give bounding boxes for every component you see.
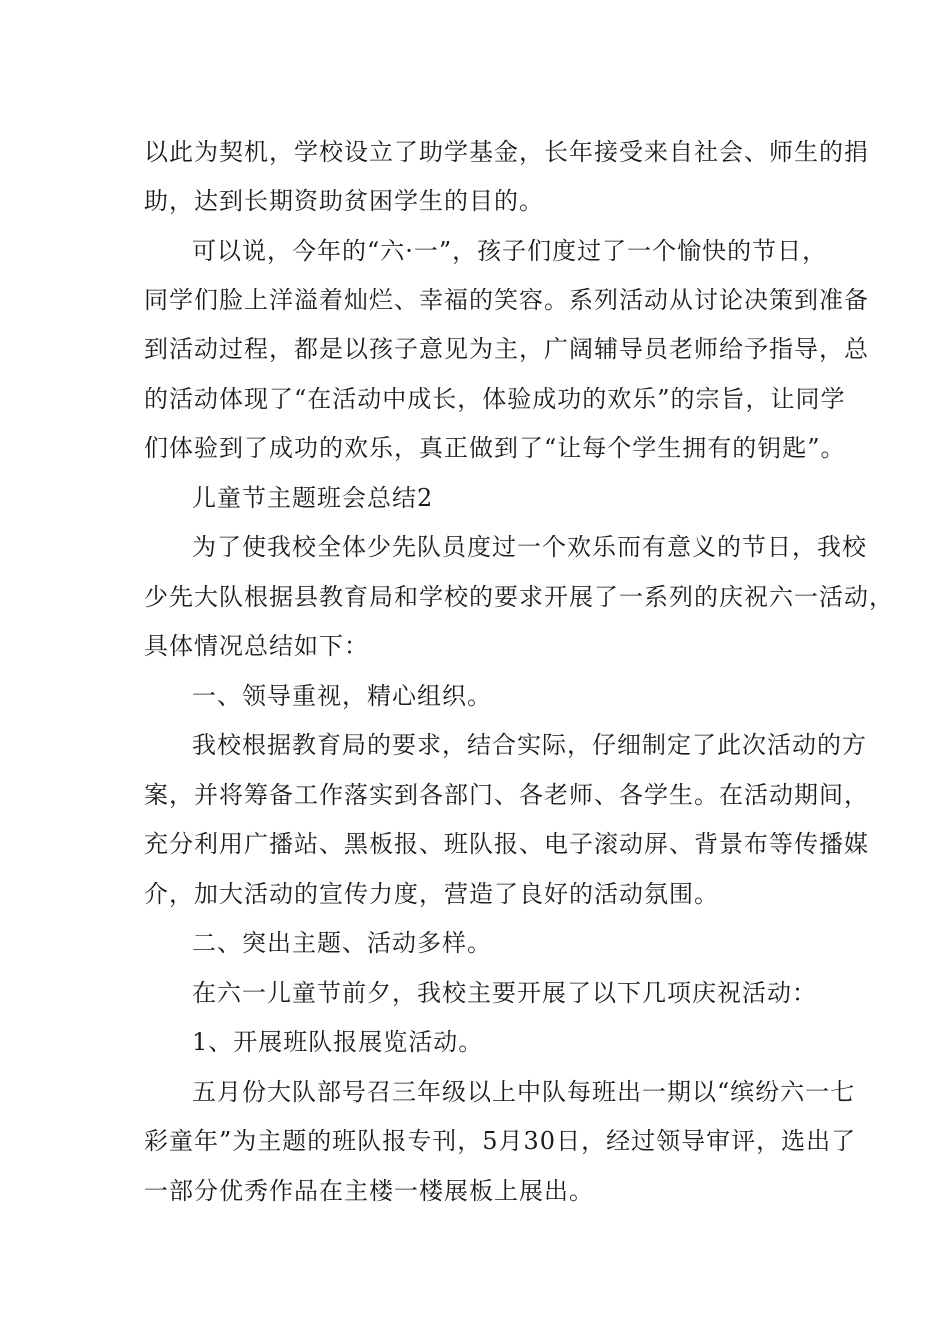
text-line: 彩童年”为主题的班队报专刊，5月30日，经过领导审评，选出了 xyxy=(144,1127,857,1155)
text-line: 一部分优秀作品在主楼一楼展板上展出。 xyxy=(144,1177,594,1205)
text-line: 介，加大活动的宣传力度，营造了良好的活动氛围。 xyxy=(144,880,719,908)
text-line: 在六一儿童节前夕，我校主要开展了以下几项庆祝活动： xyxy=(192,979,817,1007)
text-line: 可以说，今年的“六·一”，孩子们度过了一个愉快的节日， xyxy=(192,237,828,265)
text-line: 充分利用广播站、黑板报、班队报、电子滚动屏、背景布等传播媒 xyxy=(144,830,869,858)
text-line: 具体情况总结如下： xyxy=(144,632,369,660)
text-line: 我校根据教育局的要求，结合实际，仔细制定了此次活动的方 xyxy=(192,731,867,759)
text-line: 五月份大队部号召三年级以上中队每班出一期以“缤纷六一七 xyxy=(192,1078,856,1106)
text-line: 的活动体现了“在活动中成长，体验成功的欢乐”的宗旨，让同学 xyxy=(144,385,846,413)
text-line: 以此为契机，学校设立了助学基金，长年接受来自社会、师生的捐 xyxy=(144,138,869,166)
subheading: 一、领导重视，精心组织。 xyxy=(192,682,492,710)
text-line: 们体验到了成功的欢乐，真正做到了“让每个学生拥有的钥匙”。 xyxy=(144,434,846,462)
text-line: 助，达到长期资助贫困学生的目的。 xyxy=(144,187,544,215)
section-heading: 儿童节主题班会总结2 xyxy=(192,484,434,512)
text-line: 为了使我校全体少先队员度过一个欢乐而有意义的节日，我校 xyxy=(192,533,867,561)
text-line: 案，并将筹备工作落实到各部门、各老师、各学生。在活动期间， xyxy=(144,781,869,809)
subheading: 1、开展班队报展览活动。 xyxy=(192,1028,484,1056)
subheading: 二、突出主题、活动多样。 xyxy=(192,929,492,957)
text-line: 到活动过程，都是以孩子意见为主，广阔辅导员老师给予指导，总 xyxy=(144,335,869,363)
text-line: 少先大队根据县教育局和学校的要求开展了一系列的庆祝六一活动， xyxy=(144,583,894,611)
text-line: 同学们脸上洋溢着灿烂、幸福的笑容。系列活动从讨论决策到准备 xyxy=(144,286,869,314)
